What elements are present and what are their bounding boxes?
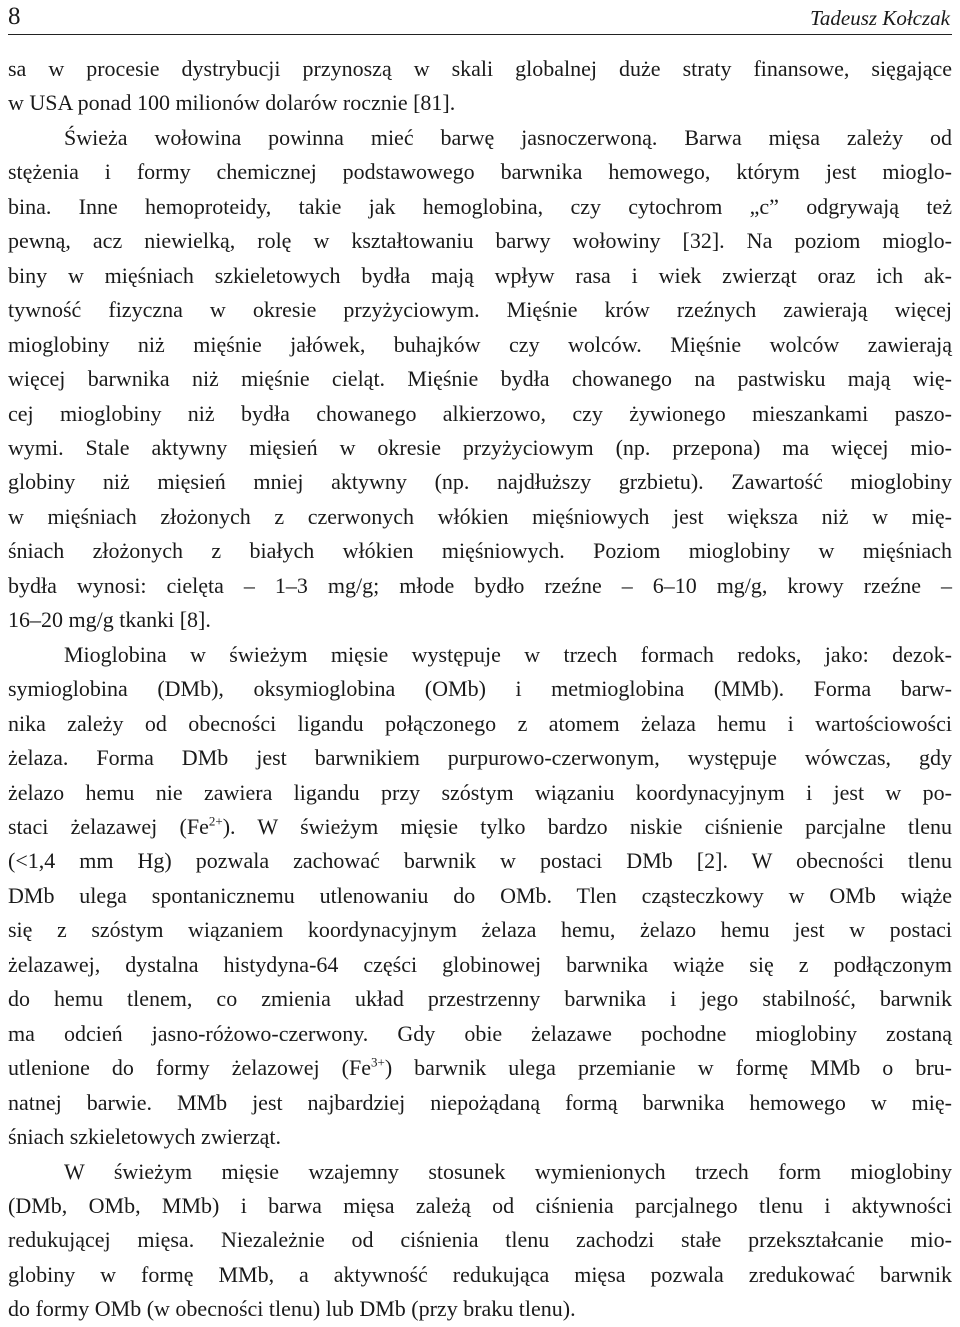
text-line: DMb ulega spontanicznemu utlenowaniu do OMb. Tlen cząsteczkowy w OMb wiąże bbox=[8, 882, 952, 908]
text-line: W świeżym mięsie wzajemny stosunek wymienionych trzech form mioglobiny bbox=[64, 1158, 952, 1184]
text-line: żelazawej, dystalna histydyna-64 części globinowej barwnika wiąże się z podłączonym bbox=[8, 951, 952, 977]
text-line: pewną, acz niewielką, rolę w kształtowaniu barwy wołowiny [32]. Na poziom mioglo- bbox=[8, 228, 952, 254]
page-header bbox=[8, 2, 952, 35]
text-line: cej mioglobiny niż bydła chowanego alkierzowo, czy żywionego mieszankami paszo- bbox=[8, 400, 952, 426]
text-line: śniach złożonych z białych włókien mięśniowych. Poziom mioglobiny w mięśniach bbox=[8, 538, 952, 564]
text-line: żelazo hemu nie zawiera ligandu przy szóstym wiązaniu koordynacyjnym i jest w po- bbox=[8, 779, 952, 805]
text-line: biny w mięśniach szkieletowych bydła mają wpływ rasa i wiek zwierząt oraz ich ak- bbox=[8, 262, 952, 288]
text-line: 16–20 mg/g tkanki [8]. bbox=[8, 607, 211, 633]
text-line: (<1,4 mm Hg) pozwala zachować barwnik w postaci DMb [2]. W obecności tlenu bbox=[8, 848, 952, 874]
paragraph bbox=[8, 52, 952, 121]
text-line: wymi. Stale aktywny mięsień w okresie przyżyciowym (np. przepona) ma więcej mio- bbox=[8, 434, 952, 460]
page-number: 8 bbox=[8, 3, 21, 30]
body-text bbox=[8, 52, 952, 1327]
text-line: śniach szkieletowych zwierząt. bbox=[8, 1124, 282, 1150]
running-head-author: Tadeusz Kołczak bbox=[810, 6, 950, 30]
text-line: natnej barwie. MMb jest najbardziej niepożądaną formą barwnika hemowego w mię- bbox=[8, 1089, 952, 1115]
text-line bbox=[8, 810, 952, 844]
text-line: bina. Inne hemoproteidy, takie jak hemoglobina, czy cytochrom „c” odgrywają też bbox=[8, 193, 952, 219]
text-line: Mioglobina w świeżym mięsie występuje w trzech formach redoks, jako: dezok- bbox=[64, 641, 952, 667]
text-fragment: utlenione do formy żelazowej (Fe bbox=[8, 1055, 371, 1081]
text-line: więcej barwnika niż mięśnie cieląt. Mięśnie bydła chowanego na pastwisku mają wię- bbox=[8, 366, 952, 392]
text-line: do hemu tlenem, co zmienia układ przestrzenny barwnika i jego stabilność, barwnik bbox=[8, 986, 952, 1012]
superscript-charge: 2+ bbox=[208, 813, 223, 829]
text-line: (DMb, OMb, MMb) i barwa mięsa zależą od ciśnienia parcjalnego tlenu i aktywności bbox=[8, 1192, 952, 1218]
text-fragment: ). W świeżym mięsie tylko bardzo niskie ciśnienie parcjalne tlenu bbox=[222, 813, 952, 839]
text-fragment: ) barwnik ulega przemianie w formę MMb o bru- bbox=[384, 1055, 952, 1081]
text-line: nika zależy od obecności ligandu połączonego z atomem żelaza hemu i wartościowości bbox=[8, 710, 952, 736]
text-line: globiny niż mięsień mniej aktywny (np. najdłuższy grzbietu). Zawartość mioglobiny bbox=[8, 469, 952, 495]
text-fragment: staci żelazawej (Fe bbox=[8, 813, 209, 839]
text-line bbox=[8, 1051, 952, 1085]
text-line: redukującej mięsa. Niezależnie od ciśnienia tlenu zachodzi stałe przekształcanie mio- bbox=[8, 1227, 952, 1253]
text-line: Świeża wołowina powinna mieć barwę jasnoczerwoną. Barwa mięsa zależy od bbox=[64, 124, 952, 150]
text-line: w mięśniach złożonych z czerwonych włókien mięśniowych jest większa niż w mię- bbox=[8, 503, 952, 529]
paragraph bbox=[8, 121, 952, 638]
superscript-charge: 3+ bbox=[370, 1054, 385, 1070]
text-line: żelaza. Forma DMb jest barwnikiem purpurowo-czerwonym, występuje wówczas, gdy bbox=[8, 745, 952, 771]
paragraph bbox=[8, 1155, 952, 1327]
text-line: się z szóstym wiązaniem koordynacyjnym żelaza hemu, żelazo hemu jest w postaci bbox=[8, 917, 952, 943]
text-line: bydła wynosi: cielęta – 1–3 mg/g; młode bydło rzeźne – 6–10 mg/g, krowy rzeźne – bbox=[8, 572, 952, 598]
text-line: stężenia i formy chemicznej podstawowego barwnika hemowego, którym jest mioglo- bbox=[8, 159, 952, 185]
text-line: do formy OMb (w obecności tlenu) lub DMb (przy braku tlenu). bbox=[8, 1296, 576, 1322]
text-line: w USA ponad 100 milionów dolarów rocznie [81]. bbox=[8, 90, 456, 116]
paragraph bbox=[8, 638, 952, 1155]
text-line: globiny w formę MMb, a aktywność redukująca mięsa pozwala zredukować barwnik bbox=[8, 1261, 952, 1287]
text-line: mioglobiny niż mięśnie jałówek, buhajków czy wolców. Mięśnie wolców zawierają bbox=[8, 331, 952, 357]
text-line: ma odcień jasno-różowo-czerwony. Gdy obie żelazawe pochodne mioglobiny zostaną bbox=[8, 1020, 952, 1046]
text-line: tywność fizyczna w okresie przyżyciowym. Mięśnie krów rzeźnych zawierają więcej bbox=[8, 297, 952, 323]
text-line: sa w procesie dystrybucji przynoszą w skali globalnej duże straty finansowe, sięgające bbox=[8, 56, 952, 81]
text-line: symioglobina (DMb), oksymioglobina (OMb) i metmioglobina (MMb). Forma barw- bbox=[8, 676, 952, 702]
